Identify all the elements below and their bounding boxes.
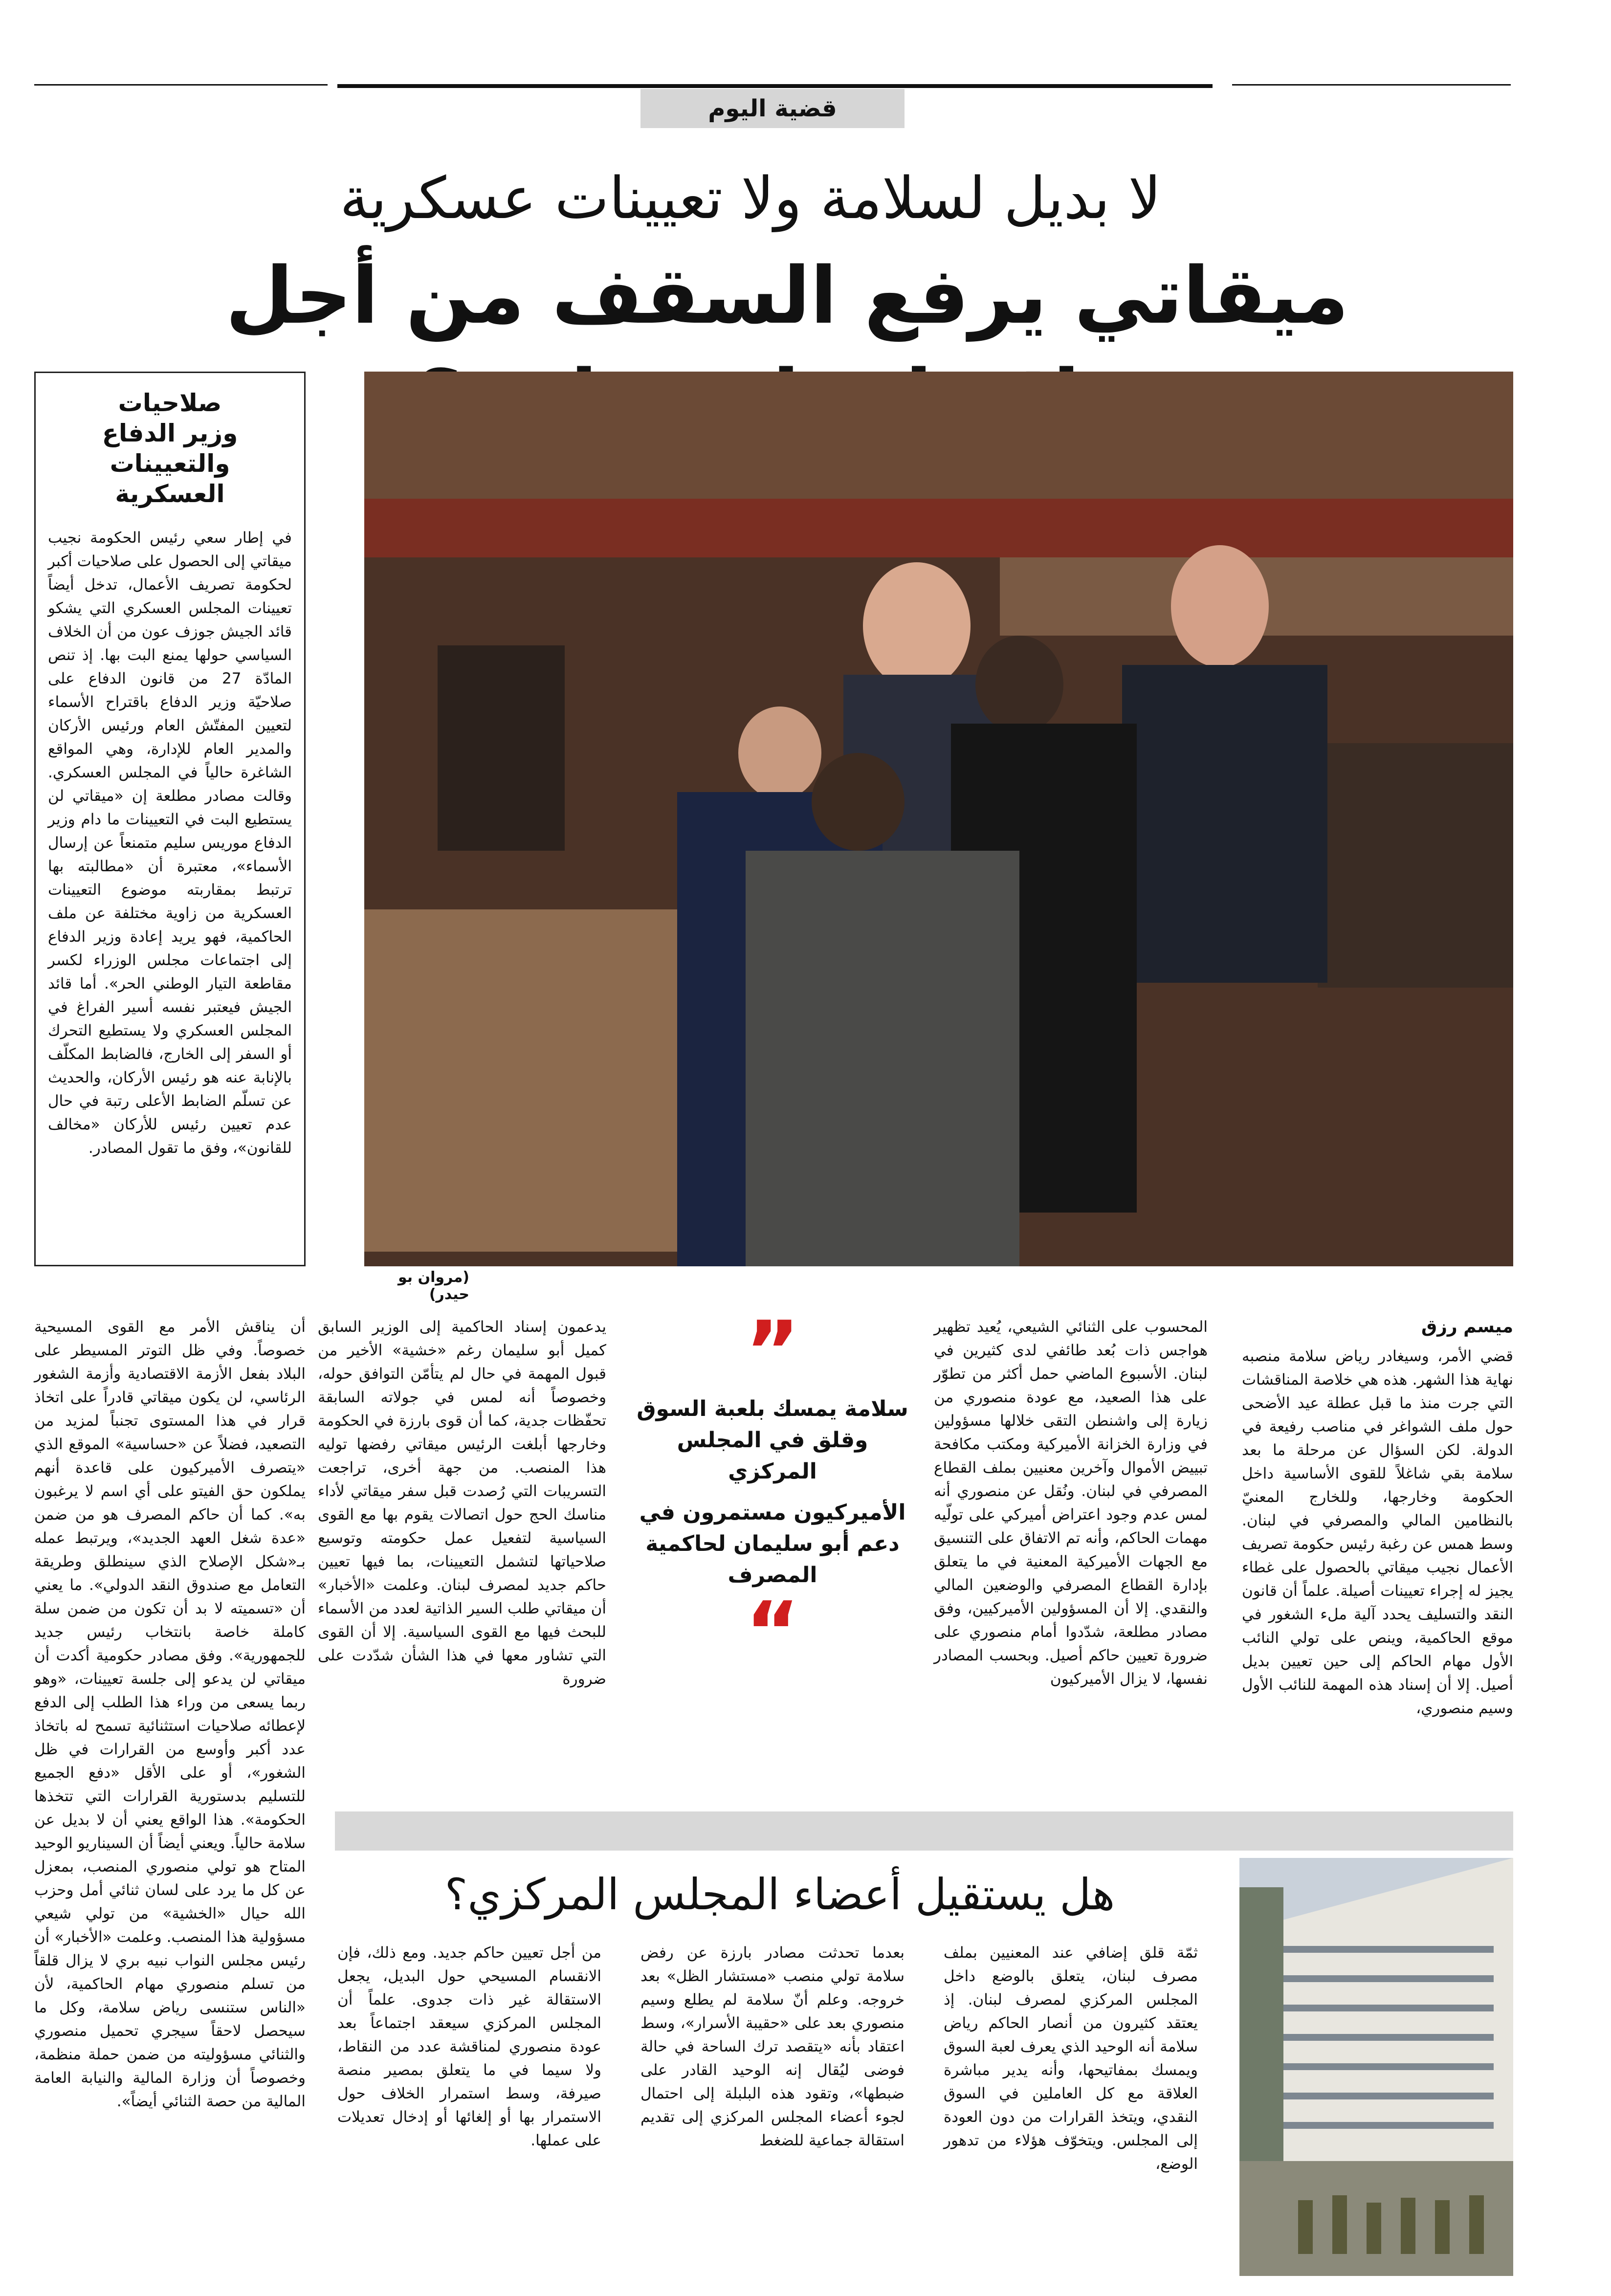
header-rule-center bbox=[337, 84, 1213, 88]
pull-quote-2: الأميركيون مستمرون في دعم أبو سليمان لحاكمية المصرف bbox=[639, 1500, 906, 1588]
quote-close-icon: “ bbox=[745, 1584, 800, 1681]
article-column-3: يدعمون إسناد الحاكمية إلى الوزير السابق كميل أبو سليمان رغم «خشية» الأخير من قبول المهمة في حال لم يتأمّن التوافق حوله، وخصوصاً أنه لمس في جولاته السابقة تحفّظات جدية، كما أن قوى بارزة في الحكومة وخارجها أبلغت الرئيس ميقاتي رفضها توليه هذا المنصب. من جهة أخرى، تراجعت التسريبات التي رُصدت قبل سفر ميقاتي لأداء مناسك الحج حول اتصالات يقوم بها مع القوى السياسية لتفعيل عمل حكومته وتوسيع صلاحياتها لتشمل التعيينات، بما فيها تعيين حاكم جديد لمصرف لبنان. وعلمت «الأخبار» أن ميقاتي طلب السير الذاتية لعدد من الأسماء للبحث فيها مع القوى السياسية. إلا أن القوى التي تشاور معها في هذا الشأن شدّدت على ضرورة bbox=[318, 1318, 606, 1688]
headline-sub: لا بديل لسلامة ولا تعيينات عسكرية bbox=[340, 164, 1161, 232]
pull-quote-1: سلامة يمسك بلعبة السوق وقلق في المجلس المركزي bbox=[637, 1396, 908, 1484]
sidebar-title bbox=[48, 388, 292, 509]
sidebar-text: في إطار سعي رئيس الحكومة نجيب ميقاتي إلى الحصول على صلاحيات أكبر لحكومة تصريف الأعمال، تدخل أيضاً تعيينات المجلس العسكري التي يشكو قائد الجيش جوزف عون من أن الخلاف السياسي حولها يمنع البت بها. إذ تنص المادّة 27 من قانون الدفاع على صلاحيّة وزير الدفاع باقتراح الأسماء لتعيين المفتّش العام ورئيس الأركان والمدير العام للإدارة، وهي المواقع الشاغرة حالياً في المجلس العسكري. وقالت مصادر مطلعة إن «ميقاتي لن يستطيع البت في التعيينات ما دام وزير الدفاع موريس سليم متمنعاً عن إرسال الأسماء»، معتبرة أن «مطالبته بها ترتبط بمقاربته موضوع التعيينات العسكرية من زاوية مختلفة عن ملف الحاكمية، فهو يريد إعادة وزير الدفاع إلى اجتماعات مجلس الوزراء لكسر مقاطعة التيار الوطني الحر». أما قائد الجيش فيعتبر نفسه أسير الفراغ في المجلس العسكري ولا يستطيع التحرك أو السفر إلى الخارج، فالضابط المكلّف بالإنابة عنه هو رئيس الأركان، والحديث عن تسلّم الضابط الأعلى رتبة في حال عدم تعيين رئيس للأركان «مخالف للقانون»، وفق ما تقول المصادر. bbox=[48, 529, 292, 1157]
second-column-1: ثمّة قلق إضافي عند المعنيين بملف مصرف لبنان، يتعلق بالوضع داخل المجلس المركزي لمصرف لبنان. إذ يعتقد كثيرون من أنصار الحاكم رياض سلامة أنه الوحيد الذي يعرف لعبة السوق ويمسك بمفاتيحها، وأنه يدير مباشرة العلاقة مع كل العاملين في السوق النقدي، ويتخذ القرارات من دون العودة إلى المجلس. ويتخوّف هؤلاء من تدهور الوضع، bbox=[944, 1944, 1198, 2173]
article-column-2: المحسوب على الثنائي الشيعي، يُعيد تظهير هواجس ذات بُعد طائفي لدى كثيرين في لبنان. الأسبوع الماضي حمل أكثر من تطوّر على هذا الصعيد، مع عودة منصوري من زيارة إلى واشنطن التقى خلالها مسؤولين في وزارة الخزانة الأميركية ومكتب مكافحة تبييض الأموال وآخرين معنيين بملف القطاع المصرفي في لبنان. ونُقل عن منصوري أنه لمس عدم وجود اعتراض أميركي على تولّيه مهمات الحاكم، وأنه تم الاتفاق على التنسيق مع الجهات الأميركية المعنية في ما يتعلق بإدارة القطاع المصرفي والوضعين المالي والنقدي. إلا أن المسؤولين الأميركيين، وفق مصادر مطلعة، شدّدوا أمام منصوري على ضرورة تعيين حاكم أصيل. وبحسب المصادر نفسها، لا يزال الأميركيون bbox=[934, 1318, 1208, 1688]
bank-building-photo bbox=[1239, 1858, 1513, 2276]
second-story-bar bbox=[335, 1811, 1513, 1851]
article-column-1-text: قضي الأمر، وسيغادر رياض سلامة منصبه نهاية هذا الشهر. هذه هي خلاصة المناقشات التي جرت منذ ما قبل عطلة عيد الأضحى حول ملف الشواغر في مناصب رفيعة في الدولة. لكن السؤال عن مرحلة ما بعد سلامة بقي شاغلاً للقوى الأساسية داخل الحكومة وخارجها، وللخارج المعنيّ بالنظامين المالي والمصرفي في لبنان. وسط همس عن رغبة رئيس حكومة تصريف الأعمال نجيب ميقاتي بالحصول على غطاء يجيز له إجراء تعيينات أصيلة. علماً أن قانون النقد والتسليف يحدد آلية ملء الشغور في موقع الحاكمية، وينص على تولي النائب الأول مهام الحاكم إلى حين تعيين بديل أصيل. إلا أن إسناد هذه المهمة للنائب الأول وسيم منصوري، bbox=[1242, 1347, 1513, 1717]
pull-quote-box bbox=[636, 1303, 909, 1760]
article-column-1 bbox=[1242, 1315, 1513, 1804]
byline: ميسم رزق bbox=[1421, 1317, 1513, 1337]
headline-main: ميقاتي يرفع السقف من أجل bbox=[225, 250, 1349, 341]
header-rule-left bbox=[34, 84, 328, 86]
article-column-4: أن يناقش الأمر مع القوى المسيحية خصوصاً. وفي ظل التوتر المسيطر على البلاد بفعل الأزمة الاقتصادية وأزمة الشغور الرئاسي، لن يكون ميقاتي قادراً على اتخاذ قرار في هذا المستوى تجنباً لمزيد من التصعيد، فضلاً عن «حساسية» الموقع الذي «يتصرف الأميركيون على قاعدة أنهم يملكون حق الفيتو على أي اسم لا يرغبون به». كما أن حاكم المصرف هو من ضمن «عدة شغل العهد الجديد»، ويرتبط عمله بـ«شكل الإصلاح الذي سينطلق وطريقة التعامل مع صندوق النقد الدولي». ما يعني أن «تسميته لا بد أن تكون من ضمن سلة كاملة خاصة بانتخاب رئيس جديد للجمهورية». وفق مصادر حكومية أكدت أن ميقاتي لن يدعو إلى جلسة تعيينات، «وهو ربما يسعى من وراء هذا الطلب إلى الدفع لإعطائه صلاحيات استثنائية تسمح له باتخاذ عدد أكبر وأوسع من القرارات في ظل الشغور»، أو على الأقل «دفع الجميع للتسليم بدستورية القرارات التي تتخذها الحكومة». هذا الواقع يعني أن لا بديل عن سلامة حالياً. ويعني أيضاً أن السيناريو الوحيد المتاح هو تولي منصوري المنصب، بمعزل عن كل ما يرد على لسان ثنائي أمل وحزب الله حيال «الخشية» من تولي شيعي مسؤولية هذا المنصب. وعلمت «الأخبار» أن رئيس مجلس النواب نبيه بري لا يزال قلقاً من تسلم منصوري مهام الحاكمية، لأن «الناس ستنسى رياض سلامة، وكل ما سيحصل لاحقاً سيجري تحميل منصوري والثنائي مسؤوليته من ضمن حملة منظمة، وخصوصاً أن وزارة المالية والنيابة العامة المالية من حصة الثنائي أيضاً». bbox=[34, 1318, 306, 2110]
sidebar-title-line: والتعيينات bbox=[110, 449, 230, 478]
second-column-3: من أجل تعيين حاكم جديد. ومع ذلك، فإن الانقسام المسيحي حول البديل، يجعل الاستقالة غير ذات جدوى. علماً أن المجلس المركزي سيعقد اجتماعاً بعد عودة منصوري لمناقشة عدد من النقاط، ولا سيما في ما يتعلق بمصير منصة صيرفة، وسط استمرار الخلاف حول الاستمرار بها أو إلغائها أو إدخال تعديلات على عملها. bbox=[337, 1944, 601, 2149]
sidebar-box bbox=[34, 372, 306, 1266]
second-column-2: بعدما تحدثت مصادر بارزة عن رفض سلامة تولي منصب «مستشار الظل» بعد خروجه. وعلم أنّ سلامة لم يطلع وسيم منصوري بعد على «حقيبة الأسرار»، وسط اعتقاد بأنه «يتقصد ترك الساحة في حالة فوضى ليُقال إنه الوحيد القادر على ضبطها»، وتقود هذه البلبلة إلى احتمال لجوء أعضاء المجلس المركزي إلى تقديم استقالة جماعية للضغط bbox=[640, 1944, 905, 2149]
sidebar-title-line: صلاحيات bbox=[118, 389, 222, 417]
quote-open-icon: ” bbox=[745, 1303, 800, 1400]
header-rule-right bbox=[1232, 84, 1511, 86]
second-story-headline: هل يستقيل أعضاء المجلس المركزي؟ bbox=[444, 1869, 1115, 1920]
sidebar-title-line: وزير الدفاع bbox=[102, 419, 238, 447]
photo-credit: (مروان بو حيدر) bbox=[397, 1269, 469, 1303]
sidebar-title-line: العسكرية bbox=[115, 480, 225, 508]
section-tag: قضية اليوم bbox=[640, 89, 905, 128]
main-photo bbox=[364, 372, 1513, 1266]
